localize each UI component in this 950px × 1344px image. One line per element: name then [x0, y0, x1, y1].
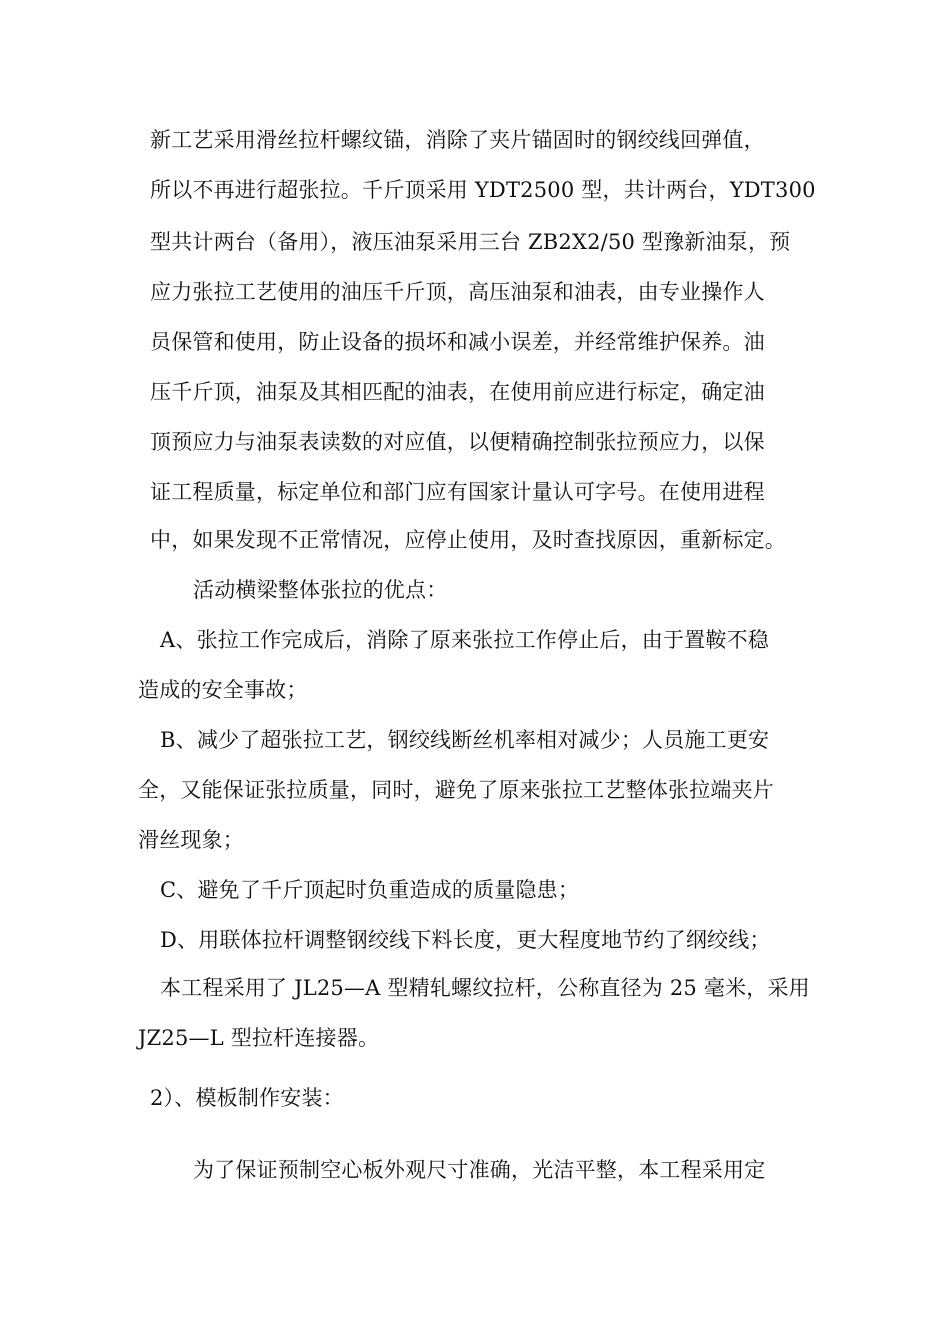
paragraph-formwork-line-1: 为了保证预制空心板外观尺寸准确，光洁平整，本工程采用定	[193, 1158, 766, 1182]
paragraph-line-7: 顶预应力与油泵表读数的对应值，以便精确控制张拉预应力，以保	[150, 430, 765, 454]
list-item-a-line-1: A、张拉工作完成后，消除了原来张拉工作停止后，由于置鞍不稳	[160, 628, 769, 652]
section-heading-formwork: 2）、模板制作安装：	[150, 1086, 344, 1110]
paragraph-jl25-line-2: JZ25—L 型拉杆连接器。	[138, 1026, 380, 1050]
list-item-a-line-2: 造成的安全事故；	[138, 678, 308, 702]
list-item-b-line-1: B、减少了超张拉工艺，钢绞线断丝机率相对减少；人员施工更安	[160, 728, 770, 752]
paragraph-jl25-line-1: 本工程采用了 JL25—A 型精轧螺纹拉杆，公称直径为 25 毫米，采用	[160, 976, 810, 1000]
paragraph-line-2: 所以不再进行超张拉。千斤顶采用 YDT2500 型，共计两台，YDT300	[150, 178, 816, 202]
paragraph-line-3: 型共计两台（备用），液压油泵采用三台 ZB2X2/50 型豫新油泵，预	[150, 230, 791, 254]
paragraph-line-6: 压千斤顶，油泵及其相匹配的油表，在使用前应进行标定，确定油	[150, 380, 765, 404]
list-item-b-line-2: 全，又能保证张拉质量，同时，避免了原来张拉工艺整体张拉端夹片	[138, 778, 774, 802]
list-item-b-line-3: 滑丝现象；	[138, 828, 244, 852]
paragraph-line-1: 新工艺采用滑丝拉杆螺纹锚，消除了夹片锚固时的钢绞线回弹值，	[150, 128, 765, 152]
paragraph-line-4: 应力张拉工艺使用的油压千斤顶，高压油泵和油表，由专业操作人	[150, 280, 765, 304]
list-item-d: D、用联体拉杆调整钢绞线下料长度，更大程度地节约了纲绞线；	[160, 928, 771, 952]
paragraph-line-9: 中，如果发现不正常情况，应停止使用，及时查找原因，重新标定。	[150, 528, 786, 552]
list-item-c: C、避免了千斤顶起时负重造成的质量隐患；	[160, 878, 580, 902]
paragraph-line-5: 员保管和使用，防止设备的损坏和减小误差，并经常维护保养。油	[150, 330, 765, 354]
paragraph-line-8: 证工程质量，标定单位和部门应有国家计量认可字号。在使用进程	[150, 480, 765, 504]
heading-advantages: 活动横梁整体张拉的优点：	[193, 578, 448, 602]
